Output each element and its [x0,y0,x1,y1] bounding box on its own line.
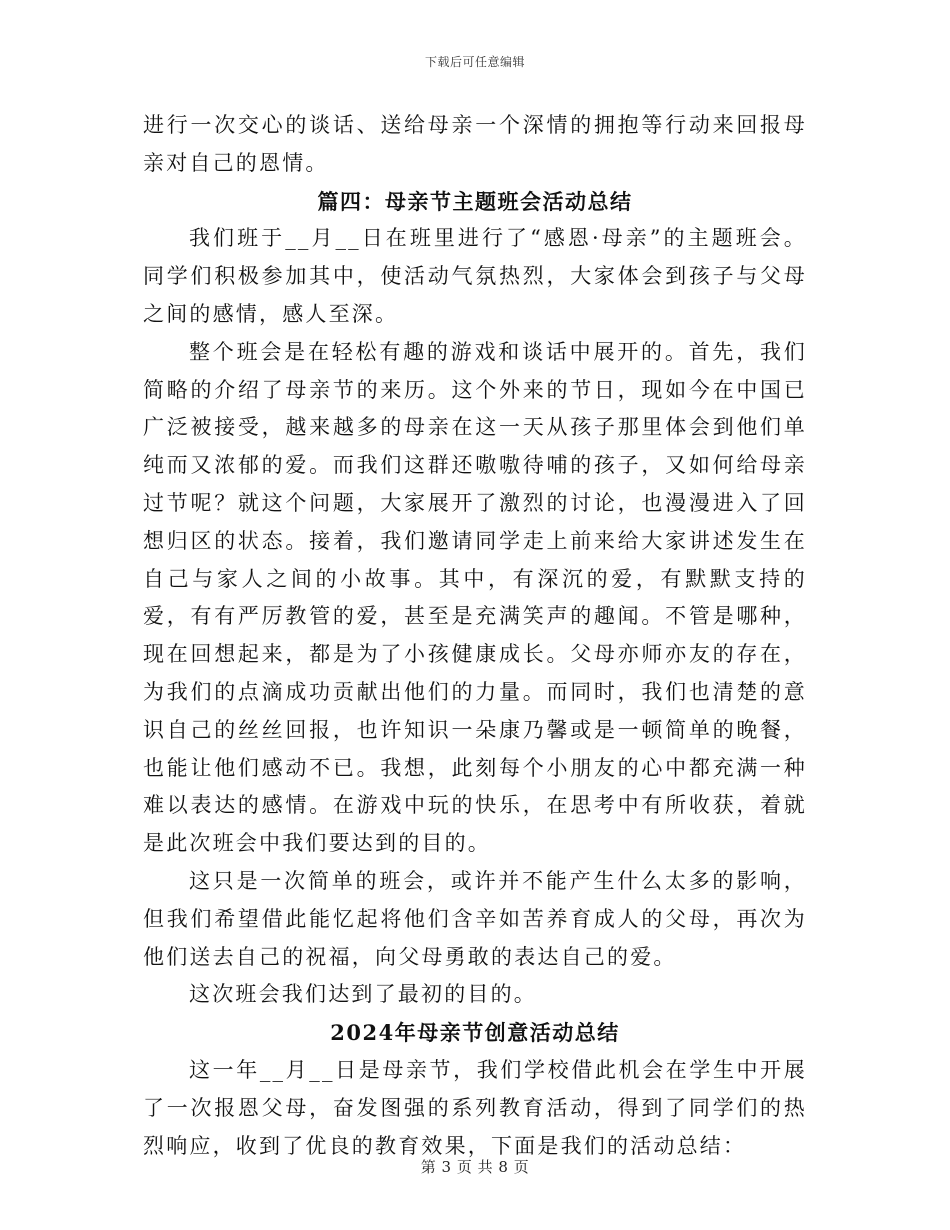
paragraph-continuation: 进行一次交心的谈话、送给母亲一个深情的拥抱等行动来回报母亲对自己的恩情。 [143,113,807,175]
paragraph-class-meeting-intro: 我们班于__月__日在班里进行了“感恩·母亲”的主题班会。同学们积极参加其中，使活动气氛热烈，大家体会到孩子与父母之间的感情，感人至深。 [143,226,807,326]
paragraph-class-meeting-hope: 这只是一次简单的班会，或许并不能产生什么太多的影响，但我们希望借此能忆起将他们含辛如苦养育成人的父母，再次为他们送去自己的祝福，向父母勇敢的表达自己的爱。 [143,868,807,969]
section-heading-creative-activity: 2024年母亲节创意活动总结 [330,1020,620,1046]
paragraph-creative-activity-intro: 这一年__月__日是母亲节，我们学校借此机会在学生中开展了一次报恩父母，奋发图强的系列教育活动，得到了同学们的热烈响应，收到了优良的教育效果，下面是我们的活动总结： [143,1057,807,1158]
paragraph-class-meeting-conclusion: 这次班会我们达到了最初的目的。 [189,982,537,1007]
section-heading-part-four: 篇四：母亲节主题班会活动总结 [317,188,633,214]
document-body [143,107,807,1165]
page-header-note: 下载后可任意编辑 [424,55,525,69]
page-number-footer: 第 3 页 共 8 页 [420,1158,530,1176]
paragraph-class-meeting-details: 整个班会是在轻松有趣的游戏和谈话中展开的。首先，我们简略的介绍了母亲节的来历。这个外来的节日，现如今在中国已广泛被接受，越来越多的母亲在这一天从孩子那里体会到他们单纯而又浓郁的爱。而我们这群还嗷嗷待哺的孩子，又如何给母亲过节呢？就这个问题，大家展开了激烈的讨论，也漫漫进入了回想归区的状态。接着，我们邀请同学走上前来给大家讲述发生在自己与家人之间的小故事。其中，有深沉的爱，有默默支持的爱，有有严厉教管的爱，甚至是充满笑声的趣闻。不管是哪种，现在回想起来，都是为了小孩健康成长。父母亦师亦友的存在，为我们的点滴成功贡献出他们的力量。而同时，我们也清楚的意识自己的丝丝回报，也许知识一朵康乃馨或是一顿简单的晚餐，也能让他们感动不已。我想，此刻每个小朋友的心中都充满一种难以表达的感情。在游戏中玩的快乐，在思考中有所收获，着就是此次班会中我们要达到的目的。 [143,339,807,856]
